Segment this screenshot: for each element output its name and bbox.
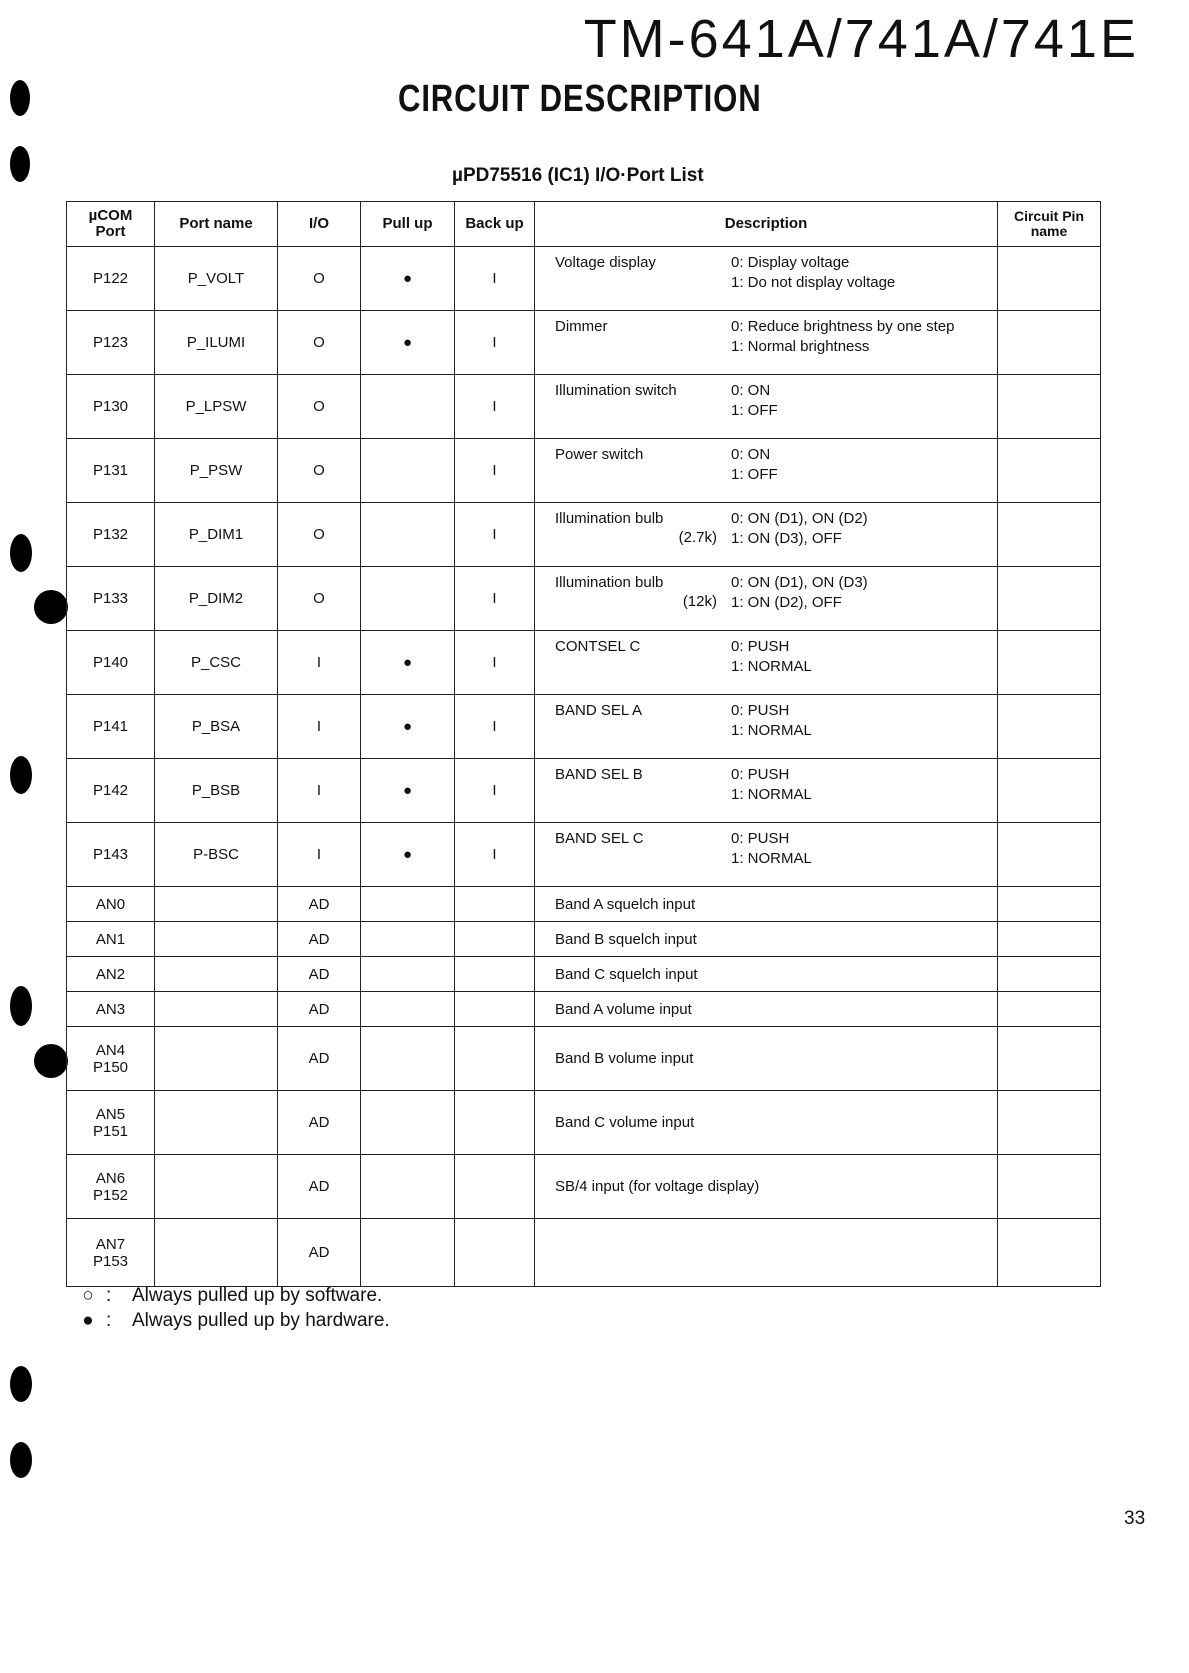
cell-back-up	[455, 1027, 535, 1091]
cell-port-name: P_LPSW	[155, 375, 278, 439]
cell-back-up: I	[455, 695, 535, 759]
cell-port: P122	[67, 247, 155, 311]
header-pull-up: Pull up	[361, 202, 455, 247]
description-label: Dimmer	[555, 318, 608, 335]
table-row	[67, 957, 1101, 992]
cell-circuit-pin	[998, 503, 1101, 567]
description-label: Voltage display	[555, 254, 656, 271]
cell-io: AD	[278, 1091, 361, 1155]
cell-back-up	[455, 887, 535, 922]
description-sublabel: (2.7k)	[678, 529, 717, 546]
cell-circuit-pin	[998, 992, 1101, 1027]
port-line-2: P151	[92, 1122, 129, 1140]
header-port-name: Port name	[155, 202, 278, 247]
cell-port-name: P_PSW	[155, 439, 278, 503]
cell-circuit-pin	[998, 695, 1101, 759]
value-0: 0: Display voltage	[731, 254, 850, 271]
cell-pull-up	[361, 957, 455, 992]
cell-back-up: I	[455, 823, 535, 887]
cell-port-name	[155, 922, 278, 957]
punch-hole-mark	[10, 756, 32, 794]
cell-back-up: I	[455, 759, 535, 823]
cell-io: AD	[278, 1155, 361, 1219]
cell-pull-up	[361, 1091, 455, 1155]
description-label: Power switch	[555, 446, 644, 463]
port-line-1: AN6	[95, 1169, 126, 1187]
cell-pull-up	[361, 439, 455, 503]
table-row	[67, 439, 1101, 503]
cell-description	[535, 695, 998, 759]
punch-hole-mark	[10, 986, 32, 1026]
io-port-table	[66, 201, 1101, 1287]
value-0: 0: PUSH	[731, 830, 790, 847]
cell-io: O	[278, 503, 361, 567]
cell-description	[535, 567, 998, 631]
cell-description	[535, 759, 998, 823]
cell-io: O	[278, 311, 361, 375]
cell-circuit-pin	[998, 375, 1101, 439]
cell-io: AD	[278, 992, 361, 1027]
cell-port: P130	[67, 375, 155, 439]
value-1: 1: NORMAL	[731, 722, 812, 739]
cell-port-name: P_VOLT	[155, 247, 278, 311]
table-row	[67, 567, 1101, 631]
cell-io: O	[278, 247, 361, 311]
cell-description: SB/4 input (for voltage display)	[535, 1155, 998, 1219]
header-back-up: Back up	[455, 202, 535, 247]
header-description: Description	[535, 202, 998, 247]
description-label: Illumination bulb	[555, 510, 664, 527]
cell-back-up	[455, 922, 535, 957]
cell-description: Band A squelch input	[535, 887, 998, 922]
cell-circuit-pin	[998, 887, 1101, 922]
value-0: 0: Reduce brightness by one step	[731, 318, 955, 335]
cell-circuit-pin	[998, 957, 1101, 992]
punch-hole-mark	[34, 590, 68, 624]
cell-port-name: P-BSC	[155, 823, 278, 887]
value-1: 1: OFF	[731, 466, 778, 483]
cell-pull-up: ●	[361, 631, 455, 695]
cell-circuit-pin	[998, 439, 1101, 503]
cell-pull-up: ●	[361, 823, 455, 887]
value-1: 1: Normal brightness	[731, 338, 870, 355]
table-row	[67, 311, 1101, 375]
legend-hardware: ● : Always pulled up by hardware.	[70, 1310, 390, 1332]
value-1: 1: NORMAL	[731, 850, 812, 867]
cell-port-name: P_BSB	[155, 759, 278, 823]
cell-pull-up	[361, 1027, 455, 1091]
value-0: 0: ON (D1), ON (D3)	[731, 574, 868, 591]
value-0: 0: ON	[731, 446, 771, 463]
cell-port-name	[155, 887, 278, 922]
port-line-1: AN7	[95, 1235, 126, 1253]
cell-io: AD	[278, 922, 361, 957]
description-label: Illumination switch	[555, 382, 677, 399]
cell-pull-up	[361, 567, 455, 631]
cell-pull-up: ●	[361, 695, 455, 759]
cell-port-name	[155, 1219, 278, 1287]
value-0: 0: ON	[731, 382, 771, 399]
cell-port-name: P_DIM1	[155, 503, 278, 567]
cell-pull-up	[361, 1219, 455, 1287]
table-row	[67, 695, 1101, 759]
cell-pull-up: ●	[361, 759, 455, 823]
cell-port: P123	[67, 311, 155, 375]
punch-hole-mark	[10, 1366, 32, 1402]
table-row	[67, 1219, 1101, 1287]
cell-back-up: I	[455, 631, 535, 695]
table-row	[67, 247, 1101, 311]
cell-port-name	[155, 1027, 278, 1091]
cell-io: I	[278, 823, 361, 887]
value-1: 1: ON (D2), OFF	[731, 594, 842, 611]
cell-description	[535, 375, 998, 439]
table-row	[67, 631, 1101, 695]
cell-port	[67, 1155, 155, 1219]
cell-back-up	[455, 1155, 535, 1219]
cell-description: Band C volume input	[535, 1091, 998, 1155]
value-0: 0: ON (D1), ON (D2)	[731, 510, 868, 527]
cell-circuit-pin	[998, 1091, 1101, 1155]
description-label: BAND SEL B	[555, 766, 643, 783]
cell-description: Band A volume input	[535, 992, 998, 1027]
cell-back-up: I	[455, 503, 535, 567]
cell-back-up: I	[455, 567, 535, 631]
port-line-1: AN1	[95, 930, 126, 948]
punch-hole-mark	[10, 1442, 32, 1478]
cell-description: Band B volume input	[535, 1027, 998, 1091]
header-io: I/O	[278, 202, 361, 247]
header-circuit-pin-name: Circuit Pin name	[998, 202, 1101, 247]
legend-text: Always pulled up by hardware.	[132, 1310, 390, 1331]
cell-io: AD	[278, 1027, 361, 1091]
table-row	[67, 1091, 1101, 1155]
port-line-1: AN4	[95, 1041, 126, 1059]
cell-io: AD	[278, 887, 361, 922]
cell-port: P140	[67, 631, 155, 695]
table-row	[67, 1027, 1101, 1091]
punch-hole-mark	[10, 146, 30, 182]
cell-pull-up: ●	[361, 247, 455, 311]
cell-io: O	[278, 375, 361, 439]
open-circle-icon: ○	[82, 1285, 94, 1306]
table-row	[67, 759, 1101, 823]
port-line-1: AN3	[95, 1000, 126, 1018]
value-1: 1: OFF	[731, 402, 778, 419]
cell-port-name	[155, 1091, 278, 1155]
cell-circuit-pin	[998, 1155, 1101, 1219]
table-row	[67, 375, 1101, 439]
port-line-1: AN2	[95, 965, 126, 983]
cell-port-name: P_DIM2	[155, 567, 278, 631]
cell-back-up	[455, 1091, 535, 1155]
cell-description	[535, 247, 998, 311]
cell-circuit-pin	[998, 823, 1101, 887]
cell-back-up	[455, 957, 535, 992]
punch-hole-mark	[10, 80, 30, 116]
cell-port: P141	[67, 695, 155, 759]
cell-back-up: I	[455, 375, 535, 439]
cell-pull-up	[361, 887, 455, 922]
cell-description	[535, 631, 998, 695]
description-label: BAND SEL A	[555, 702, 642, 719]
cell-back-up: I	[455, 439, 535, 503]
cell-io: O	[278, 567, 361, 631]
cell-description	[535, 439, 998, 503]
cell-pull-up: ●	[361, 311, 455, 375]
cell-io: AD	[278, 1219, 361, 1287]
value-0: 0: PUSH	[731, 638, 790, 655]
cell-pull-up	[361, 992, 455, 1027]
cell-description	[535, 311, 998, 375]
cell-port: P131	[67, 439, 155, 503]
cell-circuit-pin	[998, 1219, 1101, 1287]
cell-port	[67, 1219, 155, 1287]
page-number: 33	[1124, 1508, 1146, 1529]
cell-pull-up	[361, 375, 455, 439]
cell-description	[535, 503, 998, 567]
cell-port	[67, 1027, 155, 1091]
cell-port	[67, 957, 155, 992]
description-label: CONTSEL C	[555, 638, 641, 655]
port-line-1: AN5	[95, 1105, 126, 1123]
cell-port	[67, 887, 155, 922]
cell-circuit-pin	[998, 922, 1101, 957]
cell-port	[67, 992, 155, 1027]
table-row	[67, 922, 1101, 957]
value-0: 0: PUSH	[731, 766, 790, 783]
cell-port-name	[155, 957, 278, 992]
port-line-2: P153	[92, 1252, 129, 1270]
cell-port-name	[155, 1155, 278, 1219]
port-line-1: AN0	[95, 895, 126, 913]
cell-back-up: I	[455, 247, 535, 311]
cell-port: P143	[67, 823, 155, 887]
cell-circuit-pin	[998, 1027, 1101, 1091]
value-0: 0: PUSH	[731, 702, 790, 719]
table-row	[67, 503, 1101, 567]
filled-circle-icon: ●	[82, 1310, 94, 1331]
cell-port	[67, 922, 155, 957]
punch-hole-mark	[34, 1044, 68, 1078]
description-label: BAND SEL C	[555, 830, 644, 847]
cell-circuit-pin	[998, 567, 1101, 631]
legend-text: Always pulled up by software.	[132, 1285, 383, 1306]
cell-circuit-pin	[998, 631, 1101, 695]
cell-io: O	[278, 439, 361, 503]
value-1: 1: NORMAL	[731, 658, 812, 675]
port-line-2: P152	[92, 1186, 129, 1204]
cell-description: Band C squelch input	[535, 957, 998, 992]
cell-pull-up	[361, 503, 455, 567]
value-1: 1: ON (D3), OFF	[731, 530, 842, 547]
cell-description	[535, 1219, 998, 1287]
table-row	[67, 1155, 1101, 1219]
cell-back-up: I	[455, 311, 535, 375]
cell-io: I	[278, 631, 361, 695]
cell-port-name	[155, 992, 278, 1027]
model-title: TM-641A/741A/741E	[583, 9, 1139, 69]
cell-port-name: P_ILUMI	[155, 311, 278, 375]
cell-circuit-pin	[998, 311, 1101, 375]
table-row	[67, 992, 1101, 1027]
cell-pull-up	[361, 922, 455, 957]
cell-io: I	[278, 695, 361, 759]
cell-port: P142	[67, 759, 155, 823]
cell-port: P132	[67, 503, 155, 567]
cell-back-up	[455, 1219, 535, 1287]
cell-port	[67, 1091, 155, 1155]
header-ucom-port: µCOM Port	[67, 202, 155, 247]
table-caption: µPD75516 (IC1) I/O·Port List	[452, 165, 704, 186]
legend-software: ○ : Always pulled up by software.	[70, 1285, 382, 1307]
cell-io: AD	[278, 957, 361, 992]
punch-hole-mark	[10, 534, 32, 572]
description-sublabel: (12k)	[682, 593, 717, 610]
table-row	[67, 823, 1101, 887]
cell-port-name: P_CSC	[155, 631, 278, 695]
value-1: 1: Do not display voltage	[731, 274, 896, 291]
value-1: 1: NORMAL	[731, 786, 812, 803]
cell-circuit-pin	[998, 759, 1101, 823]
cell-description: Band B squelch input	[535, 922, 998, 957]
cell-circuit-pin	[998, 247, 1101, 311]
cell-description	[535, 823, 998, 887]
cell-io: I	[278, 759, 361, 823]
section-title: CIRCUIT DESCRIPTION	[398, 78, 762, 120]
description-label: Illumination bulb	[555, 574, 664, 591]
cell-pull-up	[361, 1155, 455, 1219]
cell-port-name: P_BSA	[155, 695, 278, 759]
port-line-2: P150	[92, 1058, 129, 1076]
cell-back-up	[455, 992, 535, 1027]
cell-port: P133	[67, 567, 155, 631]
table-row	[67, 887, 1101, 922]
